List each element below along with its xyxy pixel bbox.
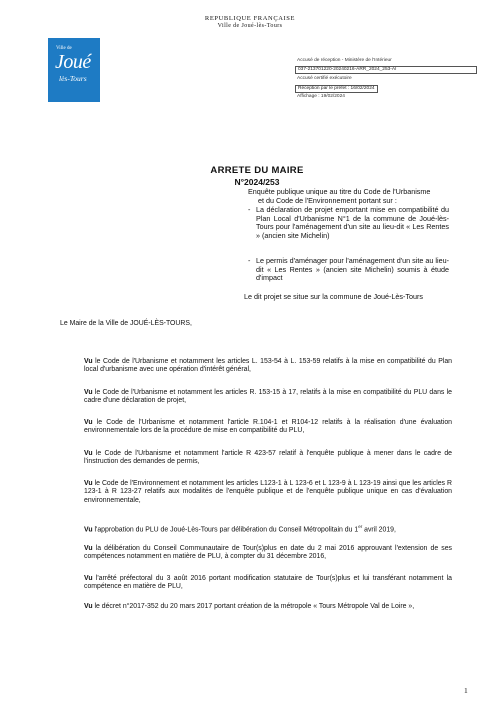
bullet-2-text: Le permis d'aménager pour l'aménagement d'un site au lieu-dit « Les Rentes » (ancien site Michelin) soumis à étude d'impact (256, 256, 449, 283)
vu-paragraph-9 (84, 603, 452, 611)
vu-paragraph-8 (84, 575, 452, 592)
logo-small-text: Ville de (56, 46, 72, 51)
vu-text-6: l'approbation du PLU de Joué-Lès-Tours par délibération du Conseil Métropolitain du 1 (94, 526, 359, 534)
logo-sub-text: lès-Tours (59, 74, 87, 83)
vu-label: Vu (84, 545, 93, 552)
vu-paragraph-7 (84, 545, 452, 562)
city-logo (48, 38, 100, 102)
vu-text-2: le Code de l'Urbanisme et notamment les articles R. 153-15 à 17, relatifs à la mise en compatibilité du PLU dans le cadre d'une déclaration de projet, (84, 389, 452, 405)
vu-label: Vu (84, 480, 93, 487)
vu-text-3: le Code de l'Urbanisme et notamment l'article R.104-1 et R104-12 relatifs à la réalisation d'une évaluation environnementale lors de la procédure de mise en compatibilité du PLU, (84, 419, 452, 435)
page-number: 1 (464, 686, 468, 695)
document-number: N°2024/253 (234, 177, 280, 187)
vu-label: Vu (84, 419, 93, 426)
maire-heading: Le Maire de la Ville de JOUÉ-LÈS-TOURS, (60, 320, 192, 327)
bullet-dash: - (248, 205, 251, 214)
vu-text-4: le Code de l'Urbanisme et notamment l'article R 423-57 relatif à l'enquête publique à mener dans le cadre de l'instruction des demandes de permis, (84, 450, 452, 466)
republique-heading: REPUBLIQUE FRANÇAISE (204, 15, 296, 22)
bullet-dash: - (248, 256, 251, 265)
stamp-line-reception: Accusé de réception - Ministère de l'Intérieur (297, 58, 392, 63)
vu-paragraph-6 (84, 523, 452, 535)
vu-label: Vu (84, 450, 93, 457)
vu-text-8: l'arrêté préfectoral du 3 août 2016 portant modification statutaire de Tour(s)plus et lui transférant notamment la compétence en matière de PLU, (84, 575, 452, 591)
bullet-1-text: La déclaration de projet emportant mise en compatibilité du Plan Local d'Urbanisme N°1 de la commune de Joué-lès-Tours pour l'aménagement d'un site au lieu-dit « Les Rentes » (ancien site Michelin) (256, 205, 449, 240)
vu-label: Vu (84, 603, 93, 610)
vu-label: Vu (84, 358, 93, 365)
vu-text-9: le décret n°2017-352 du 20 mars 2017 portant création de la métropole « Tours Métropole Val de Loire », (94, 603, 415, 610)
ville-heading: Ville de Joué-lès-Tours (217, 23, 283, 29)
vu-label: Vu (84, 389, 93, 396)
vu-paragraph-2 (84, 389, 452, 406)
vu-label: Vu (84, 526, 93, 534)
vu-text-5: le Code de l'Environnement et notamment les articles L123-1 à L 123-6 et L 123-9 à L 123-19 ainsi que les articles R 123-1 à R 123-27 relatifs aux modalités de l'enquête publique et de l'enquête publique unique en cas d'évaluation environnementale, (84, 480, 452, 504)
ordinal-superscript: er (358, 524, 363, 529)
vu-paragraph-5 (84, 480, 452, 505)
stamp-reference: 037-213701220-20240216-ARR_2024_253-AI (295, 66, 477, 74)
intro-line-1: Enquête publique unique au titre du Code de l'Urbanisme (248, 187, 431, 196)
intro-bullet-1 (248, 205, 449, 240)
intro-line-2: et du Code de l'Environnement portant sur : (258, 196, 397, 205)
vu-paragraph-1 (84, 358, 452, 375)
vu-label: Vu (84, 575, 93, 582)
stamp-affichage-date: Affichage : 19/02/2024 (297, 94, 345, 99)
vu-text-6-end: avril 2019, (362, 526, 396, 534)
vu-text-1: le Code de l'Urbanisme et notamment les articles L. 153-54 à L. 153-59 relatifs à la mise en compatibilité du Plan local d'urbanisme avec une opération d'intérêt général, (84, 358, 453, 374)
stamp-certified: Accusé certifié exécutoire (297, 76, 352, 81)
vu-text-7: la délibération du Conseil Communautaire de Tour(s)plus en date du 2 mai 2016 approuvant l'extension de ses compétences notamment en matière de PLU, à compter du 31 décembre 2016, (84, 545, 453, 561)
project-location: Le dit projet se situe sur la commune de Joué-Lès-Tours (244, 292, 423, 301)
document-title: ARRETE DU MAIRE (210, 165, 304, 176)
logo-main-text: Joué (55, 51, 91, 73)
vu-paragraph-3 (84, 419, 452, 436)
stamp-prefet-date: Réception par le préfet : 16/02/2024 (295, 85, 378, 93)
vu-paragraph-4 (84, 450, 452, 467)
intro-bullet-2 (248, 256, 449, 283)
